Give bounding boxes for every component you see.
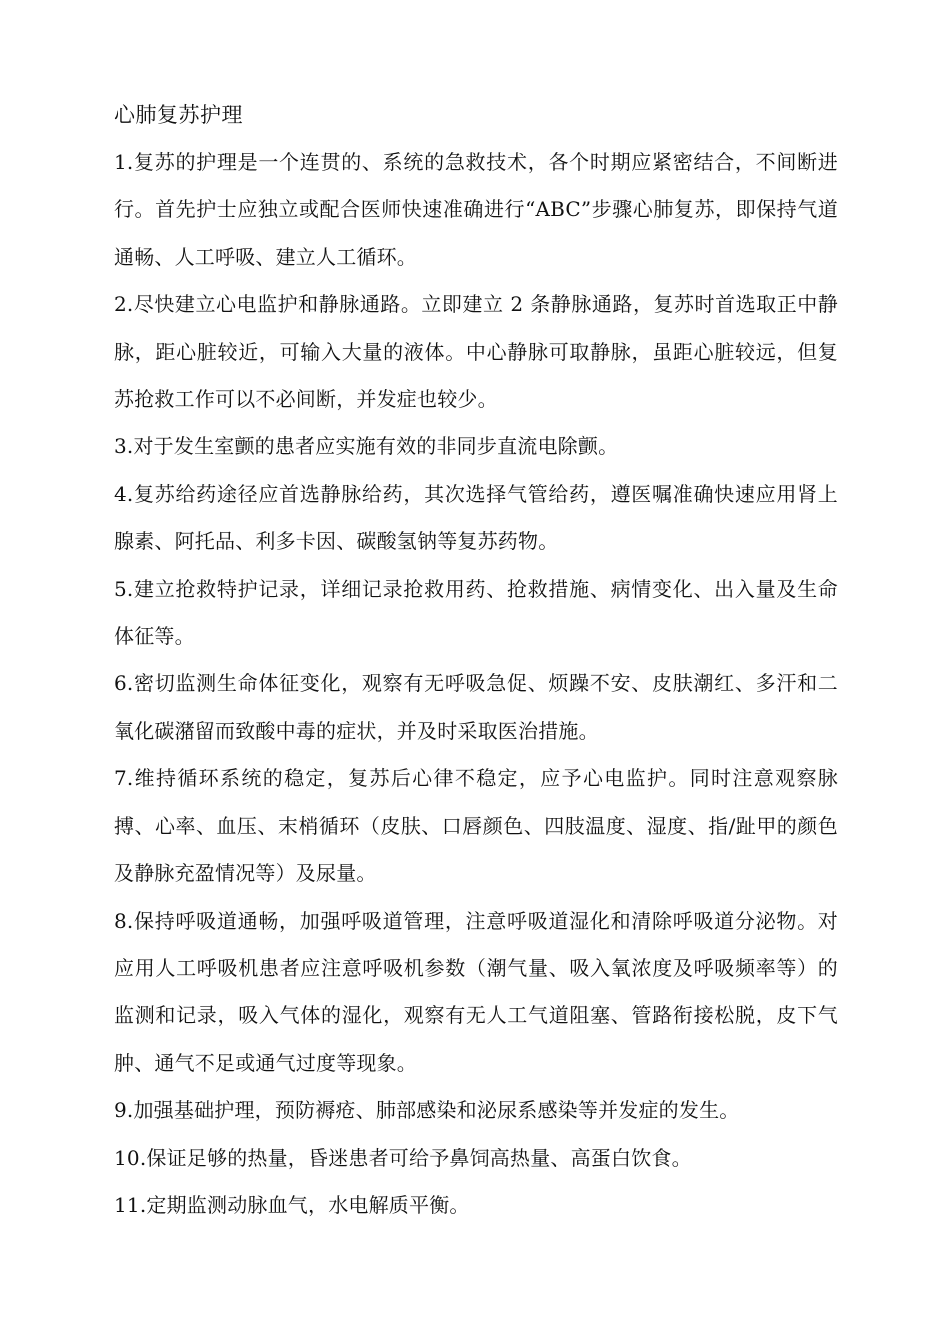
- paragraph-6: 6.密切监测生命体征变化，观察有无呼吸急促、烦躁不安、皮肤潮红、多汗和二氧化碳潴留而致酸中毒的症状，并及时采取医治措施。: [114, 671, 838, 743]
- paragraph-9: 9.加强基础护理，预防褥疮、肺部感染和泌尿系感染等并发症的发生。: [114, 1098, 740, 1123]
- paragraph-1: 1.复苏的护理是一个连贯的、系统的急救技术，各个时期应紧密结合，不间断进行。首先护士应独立或配合医师快速准确进行“ABC”步骤心肺复苏，即保持气道通畅、人工呼吸、建立人工循环。: [114, 150, 838, 269]
- paragraph-10: 10.保证足够的热量，昏迷患者可给予鼻饲高热量、高蛋白饮食。: [114, 1145, 692, 1170]
- paragraph-4: 4.复苏给药途径应首选静脉给药，其次选择气管给药，遵医嘱准确快速应用肾上腺素、阿托品、利多卡因、碳酸氢钠等复苏药物。: [114, 481, 838, 554]
- paragraph-2: 2.尽快建立心电监护和静脉通路。立即建立 2 条静脉通路，复苏时首选取正中静脉，距心脏较近，可输入大量的液体。中心静脉可取静脉，虽距心脏较远，但复苏抢救工作可以不必间断，并发症也较少。: [114, 292, 838, 412]
- document-body: [114, 92, 838, 1229]
- paragraph-3: 3.对于发生室颤的患者应实施有效的非同步直流电除颤。: [114, 434, 619, 459]
- paragraph-7: 7.维持循环系统的稳定，复苏后心律不稳定，应予心电监护。同时注意观察脉搏、心率、血压、末梢循环（皮肤、口唇颜色、四肢温度、湿度、指/趾甲的颜色及静脉充盈情况等）及尿量。: [114, 766, 838, 886]
- paragraph-8: 8.保持呼吸道通畅，加强呼吸道管理，注意呼吸道湿化和清除呼吸道分泌物。对应用人工呼吸机患者应注意呼吸机参数（潮气量、吸入氧浓度及呼吸频率等）的监测和记录，吸入气体的湿化，观察有无人工气道阻塞、管路衔接松脱，皮下气肿、通气不足或通气过度等现象。: [114, 908, 838, 1075]
- paragraph-5: 5.建立抢救特护记录，详细记录抢救用药、抢救措施、病情变化、出入量及生命体征等。: [114, 576, 838, 649]
- paragraph-11: 11.定期监测动脉血气，水电解质平衡。: [114, 1192, 470, 1217]
- document-title: 心肺复苏护理: [114, 103, 243, 127]
